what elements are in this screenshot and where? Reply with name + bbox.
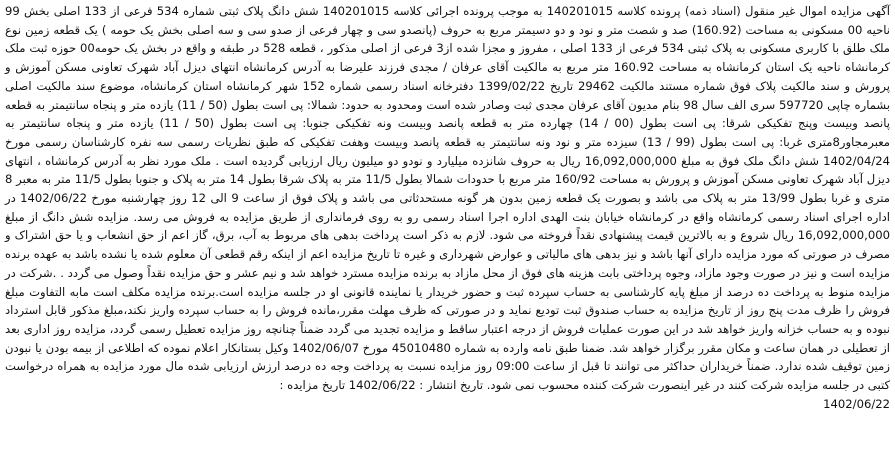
auction-date: 1402/06/22: [823, 396, 890, 411]
notice-body: آگهی مزایده اموال غیر منقول (اسناد ذمه) پرونده کلاسه 140201015 به موجب پرونده اجرائی کلاسه 140201015 شش دانگ پلاک ثبتی شماره 534 فرعی از 133 اصلی بخش 99 ناحیه 00 مسکونی به مساحت (160.92) صد و شصت متر و نود و دو دسیمتر مربع به حروف (پانصدو سی و چهار فرعی از صدو سی و سه اصلی بخش یک حومه ) یک قطعه زمین نوع ملک طلق با کاربری مسکونی به پلاک ثبتی 534 فرعی از 133 اصلی ، مفروز و مجزا شده از3 فرعی از اصلی مذکور ، قطعه 528 در طبقه و واقع در بخش یک حومه00 حوزه ثبت ملک کرمانشاه ناحیه یک استان کرمانشاه به مساحت 160.92 متر مربع به مالکیت آقای عرفان / مجدی فرزند علیرضا به آدرس کرمانشاه انتهای دیزل آباد شهرک تعاونی مسکن آموزش و پرورش و سند مالکیت پلاک فوق شماره مستند مالکیت 29462 تاریخ 1399/02/22 دفترخانه اسناد رسمی شماره 152 شهر کرمانشاه استان کرمانشاه، موضوع سند مالکیت اصلی بشماره چاپی 597720 سری الف سال 98 بنام مدیون آقای عرفان مجدی ثبت وصادر شده است ومحدود به حدود: شمالا: پی است بطول (50 / 11) یازده متر و پنجاه سانتیمتر به قطعه پانصد وبیست وپنج تفکیکی شرقا: پی است بطول (00 / 14) چهارده متر به قطعه پانصد وبیست ونه تفکیکی جنوبا: پی است بطول (50 / 11) یازده متر و پنجاه سانتیمتر به معبرمجاور8متری غربا: پی است بطول (99 / 13) سیزده متر و نود ونه سانتیمتر به قطعه پانصد وبیست وهفت تفکیکی که طبق نظریات رسمی سه نفره کارشناسان رسمی مورخ 1402/04/24 شش دانگ ملک فوق به مبلغ 16,092,000,000 ریال به حروف شانزده میلیارد و نودو دو میلیون ریال ارزیابی گردیده است . ملک مورد نظر به آدرس کرمانشاه ، انتهای دیزل آباد شهرک تعاونی مسکن آموزش و پرورش به مساحت 160/92 متر مربع با حدودات شمالا بطول 11/5 متر به پلاک شرقا بطول 14 متر به پلاک و جنوبا بطول 11/5 متر به معبر 8 متری و غربا بطول 13/99 متر به پلاک می باشد و بصورت یک قطعه زمین بدون هر گونه مستحدثاتی می باشد و پلاک فوق از ساعت 9 الی 12 روز چهارشنبه مورخ 1402/06/22 در اداره اجرای اسناد رسمی کرمانشاه واقع در کرمانشاه خیابان بنت الهدی اداره اجرا اسناد رسمی رو به روی فرمانداری از طریق مزایده به فروش می رسد. مزایده شش دانگ از مبلغ 16,092,000,000 ریال شروع و به بالاترین قیمت پیشنهادی نقداً فروخته می شود. لازم به ذکر است پرداخت بدهی های مربوط به آب، برق، گاز اعم از حق انشعاب و یا حق اشتراک و مصرف در صورتی که مورد مزایده دارای آنها باشد و نیز بدهی های مالیاتی و عوارض شهرداری و غیره تا تاریخ مزایده اعم از اینکه رقم قطعی آن معلوم شده یا نشده باشد به عهده برنده مزایده است و نیز در صورت وجود مازاد، وجوه پرداختی بابت هزینه های فوق از محل مازاد به برنده مزایده مسترد خواهد شد و نیم عشر و حق مزایده نقداً وصول می گردد . .شرکت در مزایده منوط به پرداخت ده درصد از مبلغ پایه کارشناسی به حساب سپرده ثبت و حضور خریدار یا نماینده قانونی او در جلسه مزایده است.برنده مزایده مکلف است مابه التفاوت مبلغ فروش را ظرف مدت پنج روز از تاریخ مزایده به حساب صندوق ثبت تودیع نماید و در صورتی که ظرف مهلت مقرر،مانده فروش را به حساب سپرده واریز نکند،مبلغ مذکور قابل استرداد نبوده و به حساب خزانه واریز خواهد شد در این صورت عملیات فروش از درجه اعتبار ساقط و مزایده تجدید می گردد ضمناً چنانچه روز مزایده تعطیل رسمی گردد، مزایده روز اداری بعد از تعطیلی در همان ساعت و مکان مقرر برگزار خواهد شد. ضمنا طبق نامه وارده به شماره 45010480 مورخ 1402/06/07 وکیل بستانکار اعلام نموده که اطلاعی از بیمه بودن یا نبودن زمین توقیف شده ندارد. ضمناً خریداران حداکثر می توانند تا قبل از ساعت 09:00 روز مزایده نسبت به پرداخت وجه ده درصد ارزش ارزیابی شده مال مورد مزایده به همراه درخواست کتبی در جلسه مزایده شرکت کنند در غیر اینصورت شرکت کننده محسوب نمی شود. تاریخ انتشار : 1402/06/22 تاریخ مزایده :: [5, 4, 891, 393]
